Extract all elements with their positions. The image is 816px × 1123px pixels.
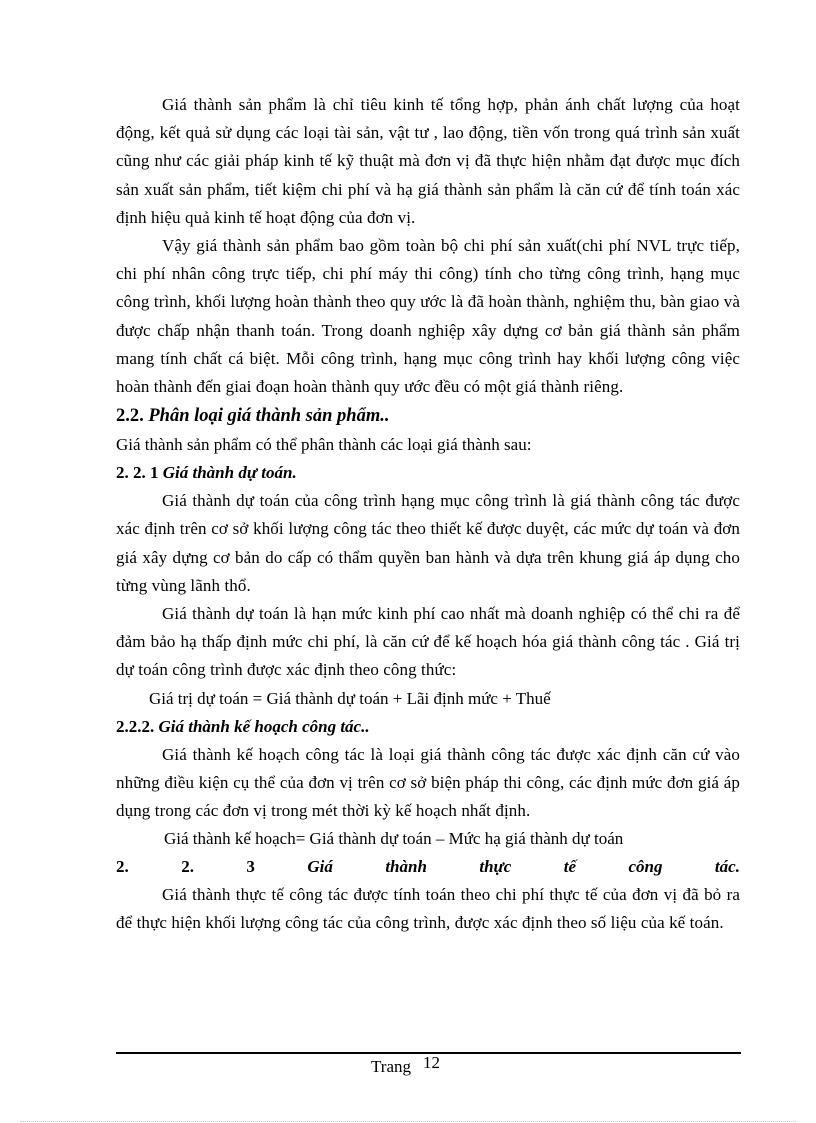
- paragraph-intro-2: Vậy giá thành sản phẩm bao gồm toàn bộ chi phí sản xuất(chi phí NVL trực tiếp, chi phí nhân công trực tiếp, chi phí máy thi công) tính cho từng công trình, hạng mục công trình, khối lượng hoàn thành theo quy ước là đã hoàn thành, nghiệm thu, bàn giao và được chấp nhận thanh toán. Trong doanh nghiệp xây dựng cơ bản giá thành sản phẩm mang tính chất cá biệt. Mỗi công trình, hạng mục công trình hay khối lượng công việc hoàn thành đến giai đoạn hoàn thành quy ước đều có một giá thành riêng.: [116, 236, 740, 397]
- heading-2-2-2: [116, 713, 740, 741]
- heading-2-2-3-part: công: [628, 857, 663, 877]
- heading-2-2-2-number: 2.2.2.: [116, 716, 159, 736]
- page-bottom-border: [20, 1121, 796, 1122]
- formula-gia-tri-du-toan: Giá trị dự toán = Giá thành dự toán + Lãi định mức + Thuế: [149, 688, 551, 708]
- heading-2-2-3-part: thành: [385, 857, 427, 877]
- heading-2-2-3-part: Giá: [307, 857, 333, 877]
- heading-2-2-1-number: 2. 2. 1: [116, 463, 163, 483]
- page-content: [116, 91, 740, 938]
- formula-gia-thanh-ke-hoach: Giá thành kế hoạch= Giá thành dự toán – Mức hạ giá thành dự toán: [164, 829, 624, 849]
- heading-2-2-2-title: Giá thành kế hoạch công tác..: [158, 716, 370, 736]
- heading-2-2-3-part: thực: [479, 857, 512, 877]
- heading-2-2-3-part: 2.: [181, 857, 194, 877]
- heading-2-2-3-part: 3: [246, 857, 255, 877]
- heading-2-2-1: [116, 459, 740, 487]
- paragraph-2-2-1-b: Giá thành dự toán là hạn mức kinh phí cao nhất mà doanh nghiệp có thể chi ra để đảm bảo hạ thấp định mức chi phí, là căn cứ để kế hoạch hóa giá thành công tác . Giá trị dự toán công trình được xác định theo công thức:: [116, 604, 740, 680]
- paragraph-2-2-3-a: Giá thành thực tế công tác được tính toán theo chi phí thực tế của đơn vị đã bỏ ra để thực hiện khối lượng công tác của công trình, được xác định theo số liệu của kế toán.: [116, 885, 740, 933]
- page-footer: [371, 1053, 440, 1078]
- heading-2-2-3: [116, 853, 740, 881]
- heading-2-2-number: 2.2.: [116, 406, 149, 427]
- section-2-2-intro: Giá thành sản phẩm có thể phân thành các loại giá thành sau:: [116, 435, 532, 455]
- heading-2-2-title: Phân loại giá thành sản phẩm..: [148, 406, 390, 427]
- page-number: 12: [423, 1053, 440, 1072]
- paragraph-2-2-2-a: Giá thành kế hoạch công tác là loại giá thành công tác được xác định căn cứ vào những điều kiện cụ thể của đơn vị trên cơ sở biện pháp thi công, các định mức đơn giá áp dụng trong các đơn vị trong mét thời kỳ kế hoạch nhất định.: [116, 744, 740, 821]
- heading-2-2-3-part: tác.: [714, 857, 740, 877]
- heading-2-2-3-part: tế: [563, 857, 577, 877]
- paragraph-2-2-1-a: Giá thành dự toán của công trình hạng mục công trình là giá thành công tác được xác định trên cơ sở khối lượng công tác theo thiết kế được duyệt, các mức dự toán và đơn giá xây dựng cơ bản do cấp có thẩm quyền ban hành và dựa trên khung giá áp dụng cho từng vùng lãnh thổ.: [116, 491, 740, 595]
- heading-2-2-1-title: Giá thành dự toán.: [162, 463, 297, 483]
- footer-label: Trang: [371, 1057, 411, 1076]
- heading-2-2: [116, 401, 740, 431]
- heading-2-2-3-part: 2.: [116, 857, 129, 877]
- paragraph-intro-1: Giá thành sản phẩm là chỉ tiêu kinh tế tổng hợp, phản ánh chất lượng của hoạt động, kết quả sử dụng các loại tài sản, vật tư , lao động, tiền vốn trong quá trình sản xuất cũng như các giải pháp kinh tế kỹ thuật mà đơn vị đã thực hiện nhằm đạt được mục đích sản xuất sản phẩm, tiết kiệm chi phí và hạ giá thành sản phẩm là căn cứ để tính toán xác định hiệu quả kinh tế hoạt động của đơn vị.: [116, 95, 740, 227]
